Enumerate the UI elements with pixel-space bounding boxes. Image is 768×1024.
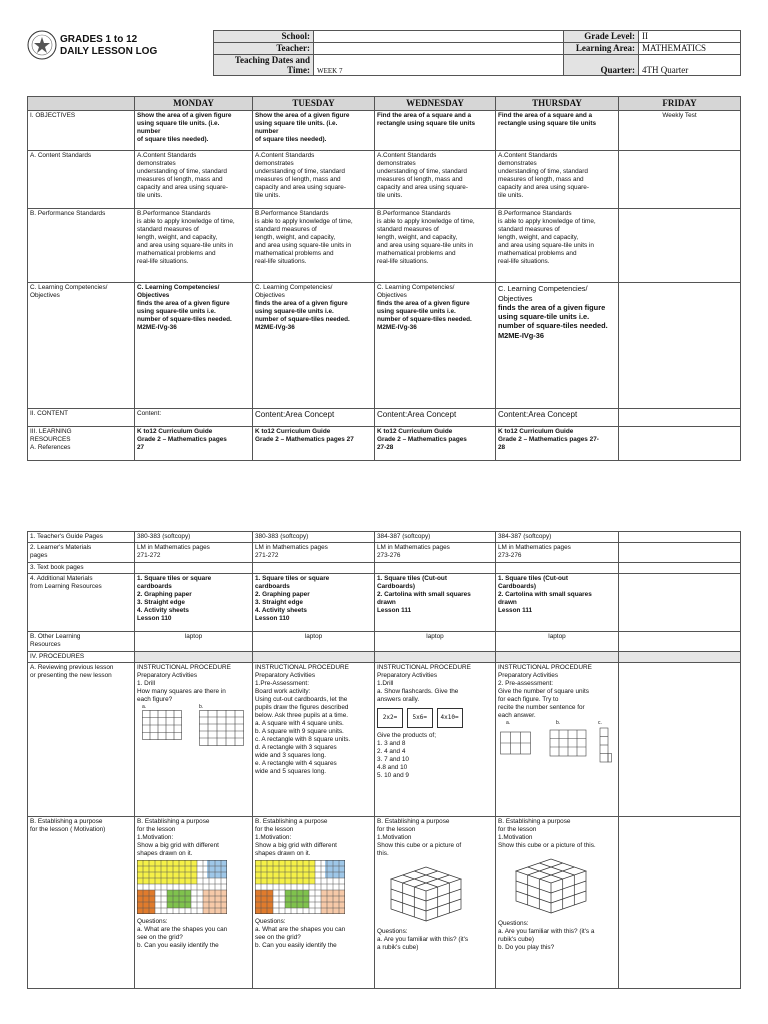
tg-pages-wed: 384-387 (softcopy) bbox=[375, 532, 496, 543]
resources-row bbox=[28, 427, 741, 461]
day-tuesday: TUESDAY bbox=[253, 97, 375, 111]
performance-standards-wed: B.Performance Standards is able to apply knowledge of time, standard measures of length, weight, and capacity, and area using square-tile units in mathematical problems and real-life situations. bbox=[375, 209, 496, 283]
thu-figure-a-label: a. bbox=[506, 720, 511, 726]
lm-pages-wed: LM in Mathematics pages 273-276 bbox=[375, 543, 496, 563]
competencies-label: C. Learning Competencies/ Objectives bbox=[28, 283, 135, 409]
other-resources-fri bbox=[619, 632, 741, 652]
performance-standards-label: B. Performance Standards bbox=[28, 209, 135, 283]
thu-figure-b-label: b. bbox=[556, 720, 561, 726]
lm-pages-fri bbox=[619, 543, 741, 563]
review-label: A. Reviewing previous lesson or presenting the new lesson bbox=[28, 663, 135, 817]
lm-pages-thu: LM in Mathematics pages 273-276 bbox=[496, 543, 619, 563]
tg-pages-tue: 380-383 (softcopy) bbox=[253, 532, 375, 543]
quarter-value: 4TH Quarter bbox=[639, 55, 741, 76]
day-header-row bbox=[28, 97, 741, 111]
procedures-label: IV. PROCEDURES bbox=[28, 652, 135, 663]
day-monday: MONDAY bbox=[135, 97, 253, 111]
resources-tue: K to12 Curriculum Guide Grade 2 – Mathematics pages 27 bbox=[253, 427, 375, 461]
school-label: School: bbox=[214, 31, 314, 43]
objectives-wed: Find the area of a square and a rectangle using square tile units bbox=[375, 111, 496, 151]
tg-pages-label: 1. Teacher's Guide Pages bbox=[28, 532, 135, 543]
content-label: II. CONTENT bbox=[28, 409, 135, 427]
content-standards-wed: A.Content Standards demonstrates understanding of time, standard measures of length, mass and capacity and area using square- tile units. bbox=[375, 151, 496, 209]
competencies-thu bbox=[496, 283, 619, 409]
competencies-wed bbox=[375, 283, 496, 409]
content-thu: Content:Area Concept bbox=[496, 409, 619, 427]
performance-standards-fri bbox=[619, 209, 741, 283]
figure-b-label: b. bbox=[199, 704, 204, 710]
content-standards-fri bbox=[619, 151, 741, 209]
day-friday: FRIDAY bbox=[619, 97, 741, 111]
competencies-mon-head: C. Learning Competencies/ Objectives bbox=[137, 284, 220, 300]
review-wed bbox=[375, 663, 496, 817]
additional-materials-fri bbox=[619, 574, 741, 632]
other-resources-row bbox=[28, 632, 741, 652]
flashcard-2: 5x6= bbox=[407, 708, 433, 728]
objectives-row bbox=[28, 111, 741, 151]
content-standards-tue: A.Content Standards demonstrates understanding of time, standard measures of length, mass and capacity and area using square- tile units. bbox=[253, 151, 375, 209]
procedures-row bbox=[28, 652, 741, 663]
resources-label: III. LEARNING RESOURCES A. References bbox=[28, 427, 135, 461]
purpose-mon-text: B. Establishing a purpose for the lesson 1.Motivation: Show a big grid with different shapes drawn on it. bbox=[137, 818, 219, 857]
day-thursday: THURSDAY bbox=[496, 97, 619, 111]
competencies-thu-head: C. Learning Competencies/ Objectives bbox=[498, 284, 588, 303]
purpose-mon-questions: Questions: a. What are the shapes you can see on the grid? b. Can you easily identify the bbox=[137, 918, 228, 949]
competencies-thu-body: finds the area of a given figure using square-tile units i.e. number of square-tiles needed. M2ME-IVg-36 bbox=[498, 302, 608, 340]
other-resources-label: B. Other Learning Resources bbox=[28, 632, 135, 652]
other-resources-mon: laptop bbox=[135, 632, 253, 652]
purpose-tue-questions: Questions: a. What are the shapes you can see on the grid? b. Can you easily identify the bbox=[255, 918, 346, 949]
additional-materials-thu: 1. Square tiles (Cut-out Cardboards) 2. Cartolina with small squares drawn Lesson 111 bbox=[496, 574, 619, 632]
lm-pages-label: 2. Learner's Materials pages bbox=[28, 543, 135, 563]
other-resources-thu: laptop bbox=[496, 632, 619, 652]
performance-standards-row bbox=[28, 209, 741, 283]
textbook-label: 3. Text book pages bbox=[28, 563, 135, 574]
flashcard-1: 2x2= bbox=[377, 708, 403, 728]
log-title-line2: DAILY LESSON LOG bbox=[60, 46, 158, 57]
teaching-dates-label: Teaching Dates and Time: bbox=[214, 55, 314, 76]
performance-standards-thu: B.Performance Standards is able to apply knowledge of time, standard measures of length, weight, and capacity, and area using square-tile units in mathematical problems and real-life situations. bbox=[496, 209, 619, 283]
figure-a-label: a. bbox=[142, 704, 147, 710]
purpose-thu-text: B. Establishing a purpose for the lesson 1.Motivation Show this cube or a picture of this. bbox=[498, 818, 596, 849]
competencies-tue-body: finds the area of a given figure using square-tile units i.e. number of square-tiles needed. M2ME-IVg-36 bbox=[255, 300, 350, 332]
purpose-thu bbox=[496, 817, 619, 989]
purpose-fri bbox=[619, 817, 741, 989]
purpose-row bbox=[28, 817, 741, 989]
resources-fri bbox=[619, 427, 741, 461]
performance-standards-tue: B.Performance Standards is able to apply knowledge of time, standard measures of length, weight, and capacity, and area using square-tile units in mathematical problems and real-life situations. bbox=[253, 209, 375, 283]
review-thu bbox=[496, 663, 619, 817]
rubiks-cube-thu-icon bbox=[506, 853, 596, 915]
additional-materials-tue: 1. Square tiles or square cardboards 2. Graphing paper 3. Straight edge 4. Activity sheets Lesson 110 bbox=[253, 574, 375, 632]
tg-pages-fri bbox=[619, 532, 741, 543]
procedures-thu bbox=[496, 652, 619, 663]
competencies-mon bbox=[135, 283, 253, 409]
additional-materials-label: 4. Additional Materials from Learning Resources bbox=[28, 574, 135, 632]
rubiks-cube-wed-icon bbox=[381, 861, 471, 923]
deped-seal-icon bbox=[27, 30, 57, 60]
purpose-tue bbox=[253, 817, 375, 989]
review-thu-text: INSTRUCTIONAL PROCEDURE Preparatory Activities 2. Pre-assessment: Give the number of square units for each figure. Try to recite the number sentence for each answer. bbox=[498, 664, 592, 719]
learning-area-value: MATHEMATICS bbox=[639, 43, 741, 55]
performance-standards-mon: B.Performance Standards is able to apply knowledge of time, standard measures of length, weight, and capacity, and area using square-tile units in mathematical problems and real-life situations. bbox=[135, 209, 253, 283]
objectives-fri: Weekly Test bbox=[619, 111, 741, 151]
content-wed: Content:Area Concept bbox=[375, 409, 496, 427]
content-standards-mon: A.Content Standards demonstrates understanding of time, standard measures of length, mass and capacity and area using square- tile units. bbox=[135, 151, 253, 209]
purpose-wed-text: B. Establishing a purpose for the lesson 1.Motivation Show this cube or a picture of this. bbox=[377, 818, 462, 857]
flashcards bbox=[377, 706, 493, 728]
textbook-row bbox=[28, 563, 741, 574]
objectives-thu: Find the area of a square and a rectangle using square tile units bbox=[496, 111, 619, 151]
textbook-tue bbox=[253, 563, 375, 574]
log-title bbox=[60, 34, 157, 58]
learning-area-label: Learning Area: bbox=[564, 43, 639, 55]
purpose-tue-text: B. Establishing a purpose for the lesson 1.Motivation: Show a big grid with different shapes drawn on it. bbox=[255, 818, 337, 857]
tg-pages-row bbox=[28, 532, 741, 543]
procedures-wed bbox=[375, 652, 496, 663]
thu-figure-c-label: c. bbox=[598, 720, 602, 726]
review-tue: INSTRUCTIONAL PROCEDURE Preparatory Activities 1.Pre-Assessment: Board work activity: Using cut-out cardboards, let the pupils draw the figures described below. Ask three pupils at a time. a. A square with 4 square units. b. A square with 9 square units. c. A rectangle with 8 square units. d. A rectangle with 3 squares wide and 3 squares long. e. A rectangle with 4 squares wide and 5 squares long. bbox=[253, 663, 375, 817]
teacher-label: Teacher: bbox=[214, 43, 314, 55]
corner-cell bbox=[28, 97, 135, 111]
objectives-tue: Show the area of a given figure using square tile units. (i.e. number of square tiles needed). bbox=[253, 111, 375, 151]
textbook-fri bbox=[619, 563, 741, 574]
competencies-fri bbox=[619, 283, 741, 409]
competencies-wed-body: finds the area of a given figure using square-tile units i.e. number of square-tiles needed. M2ME-IVg-36 bbox=[377, 300, 472, 332]
content-standards-thu: A.Content Standards demonstrates understanding of time, standard measures of length, mass and capacity and area using square- tile units. bbox=[496, 151, 619, 209]
teacher-value bbox=[314, 43, 564, 55]
competencies-mon-body: finds the area of a given figure using square-tile units i.e. number of square-tiles needed. M2ME-IVg-36 bbox=[137, 300, 232, 332]
quarter-label: Quarter: bbox=[564, 55, 639, 76]
review-row bbox=[28, 663, 741, 817]
flashcard-3: 4x10= bbox=[437, 708, 463, 728]
lm-pages-tue: LM in Mathematics pages 271-272 bbox=[253, 543, 375, 563]
teaching-dates-value: WEEK 7 bbox=[314, 55, 564, 76]
review-thu-figures bbox=[498, 720, 616, 770]
procedures-tue bbox=[253, 652, 375, 663]
log-title-line1: GRADES 1 to 12 bbox=[60, 34, 138, 45]
resources-wed: K to12 Curriculum Guide Grade 2 – Mathematics pages 27-28 bbox=[375, 427, 496, 461]
square-unit-figures-icon bbox=[500, 726, 612, 766]
lm-pages-mon: LM in Mathematics pages 271-272 bbox=[135, 543, 253, 563]
textbook-thu bbox=[496, 563, 619, 574]
other-resources-wed: laptop bbox=[375, 632, 496, 652]
competencies-wed-head: C. Learning Competencies/ Objectives bbox=[377, 284, 455, 300]
header-table bbox=[213, 30, 741, 76]
lesson-table-part1 bbox=[27, 96, 741, 461]
objectives-label: I. OBJECTIVES bbox=[28, 111, 135, 151]
content-standards-row bbox=[28, 151, 741, 209]
square-grid-b-icon bbox=[199, 710, 244, 746]
competencies-row bbox=[28, 283, 741, 409]
textbook-wed bbox=[375, 563, 496, 574]
purpose-wed-questions: Questions: a. Are you familiar with this? (it's a rubik's cube) bbox=[377, 928, 469, 951]
competencies-tue-head: C. Learning Competencies/ Objectives bbox=[255, 284, 333, 300]
resources-mon: K to12 Curriculum Guide Grade 2 – Mathematics pages 27 bbox=[135, 427, 253, 461]
content-mon: Content: bbox=[135, 409, 253, 427]
grade-level-value: II bbox=[639, 31, 741, 43]
content-fri bbox=[619, 409, 741, 427]
purpose-wed bbox=[375, 817, 496, 989]
content-standards-label: A. Content Standards bbox=[28, 151, 135, 209]
procedures-mon bbox=[135, 652, 253, 663]
competencies-tue bbox=[253, 283, 375, 409]
review-wed-products: Give the products of; 1. 3 and 8 2. 4 and 4 3. 7 and 10 4.8 and 10 5. 10 and 9 bbox=[377, 732, 436, 779]
purpose-label: B. Establishing a purpose for the lesson ( Motivation) bbox=[28, 817, 135, 989]
purpose-thu-questions: Questions: a. Are you familiar with this? (it's a rubik's cube) b. Do you play this? bbox=[498, 920, 595, 951]
review-fri bbox=[619, 663, 741, 817]
shapes-grid-mon-icon bbox=[137, 860, 227, 914]
additional-materials-wed: 1. Square tiles (Cut-out Cardboards) 2. Cartolina with small squares drawn Lesson 111 bbox=[375, 574, 496, 632]
deped-seal bbox=[27, 30, 57, 65]
content-tue: Content:Area Concept bbox=[253, 409, 375, 427]
day-wednesday: WEDNESDAY bbox=[375, 97, 496, 111]
school-value bbox=[314, 31, 564, 43]
lm-pages-row bbox=[28, 543, 741, 563]
review-wed-text: INSTRUCTIONAL PROCEDURE Preparatory Activities 1.Drill a. Show flashcards. Give the answers orally. bbox=[377, 664, 471, 703]
additional-materials-mon: 1. Square tiles or square cardboards 2. Graphing paper 3. Straight edge 4. Activity sheets Lesson 110 bbox=[135, 574, 253, 632]
tg-pages-mon: 380-383 (softcopy) bbox=[135, 532, 253, 543]
review-mon bbox=[135, 663, 253, 817]
lesson-table-part2 bbox=[27, 531, 741, 989]
shapes-grid-tue-icon bbox=[255, 860, 345, 914]
resources-thu: K to12 Curriculum Guide Grade 2 – Mathematics pages 27- 28 bbox=[496, 427, 619, 461]
objectives-mon: Show the area of a given figure using square tile units. (i.e. number of square tiles needed). bbox=[135, 111, 253, 151]
purpose-mon bbox=[135, 817, 253, 989]
review-mon-text: INSTRUCTIONAL PROCEDURE Preparatory Activities 1. Drill How many squares are there in each figure? bbox=[137, 664, 231, 703]
square-grid-a-icon bbox=[142, 710, 182, 740]
grade-level-label: Grade Level: bbox=[564, 31, 639, 43]
procedures-fri bbox=[619, 652, 741, 663]
textbook-mon bbox=[135, 563, 253, 574]
review-mon-figures bbox=[137, 704, 250, 748]
other-resources-tue: laptop bbox=[253, 632, 375, 652]
content-row bbox=[28, 409, 741, 427]
additional-materials-row bbox=[28, 574, 741, 632]
tg-pages-thu: 384-387 (softcopy) bbox=[496, 532, 619, 543]
